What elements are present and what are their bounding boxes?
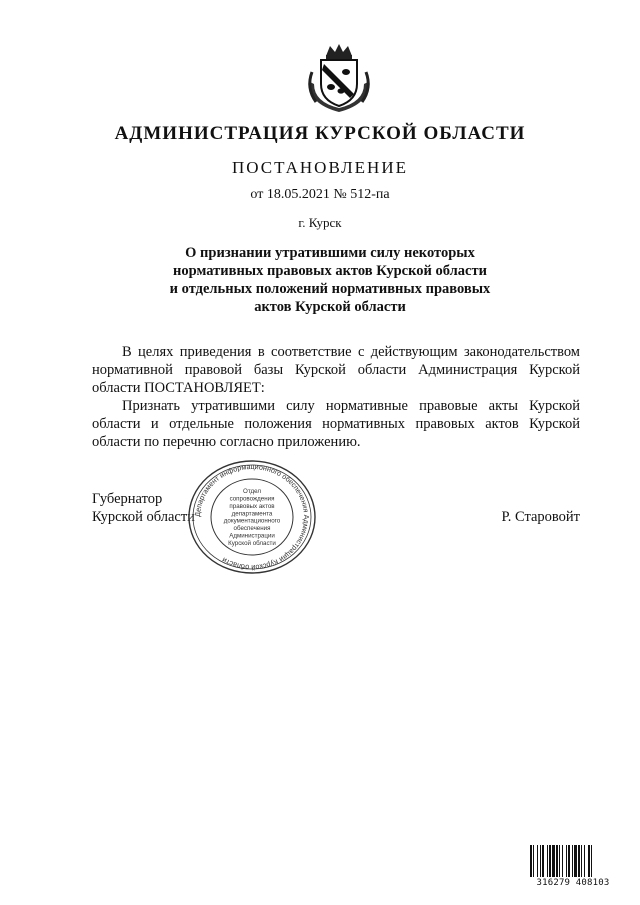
barcode-bar xyxy=(559,845,560,877)
body-paragraph: Признать утратившими силу нормативные правовые акты Курской области и отдельные положения нормативных правовых актов Курской области по перечню согласно приложению. xyxy=(92,398,580,450)
body-paragraph: В целях приведения в соответствие с действующим законодательством нормативной правовой базы Курской области Администрация Курской области ПОСТАНОВЛЯЕТ: xyxy=(92,344,580,396)
barcode-bar xyxy=(568,845,570,877)
stamp-center-line: сопровождения xyxy=(229,495,275,503)
barcode-bar xyxy=(588,845,590,877)
barcode-bar xyxy=(591,845,592,877)
stamp-ring-text: Департамент информационного обеспечения Администрации Курской области xyxy=(192,461,312,573)
stamp-center-line: Отдел xyxy=(243,488,261,496)
official-stamp xyxy=(186,458,318,576)
barcode-bar xyxy=(537,845,538,877)
barcode-bar xyxy=(533,845,534,877)
signer-title-line: Губернатор xyxy=(92,491,163,507)
barcode-bar xyxy=(542,845,544,877)
barcode-bar xyxy=(574,845,577,877)
document-type: ПОСТАНОВЛЕНИЕ xyxy=(231,158,408,177)
document-subject xyxy=(120,244,540,316)
barcode-icon xyxy=(530,845,616,877)
barcode xyxy=(530,845,616,891)
signer-title-line: Курской области xyxy=(92,509,195,525)
signer-title xyxy=(92,490,195,526)
document-city: г. Курск xyxy=(298,215,342,230)
subject-line: нормативных правовых актов Курской области xyxy=(173,263,487,279)
subject-line: актов Курской области xyxy=(254,299,406,315)
barcode-bar xyxy=(584,845,585,877)
stamp-center-line: департамента xyxy=(231,510,273,518)
barcode-bar xyxy=(578,845,580,877)
stamp-center-line: правовых актов xyxy=(229,502,275,510)
stamp-center-line: обеспечения xyxy=(233,525,271,533)
organization-title: АДМИНИСТРАЦИЯ КУРСКОЙ ОБЛАСТИ xyxy=(114,123,526,144)
stamp-center-line: Курской области xyxy=(228,539,276,547)
barcode-bar xyxy=(562,845,563,877)
signer-name: Р. Старовойт xyxy=(501,509,580,525)
barcode-bar xyxy=(540,845,541,877)
barcode-bar xyxy=(547,845,548,877)
subject-line: О признании утратившими силу некоторых xyxy=(185,245,475,261)
coat-of-arms-icon xyxy=(304,42,374,114)
stamp-center-line: документационного xyxy=(223,517,281,525)
barcode-bar xyxy=(556,845,558,877)
stamp-center-line: Администрации xyxy=(229,532,275,540)
document-body xyxy=(92,343,580,451)
barcode-number: 316279 408103 xyxy=(536,878,610,888)
barcode-bar xyxy=(581,845,582,877)
document-date-number: от 18.05.2021 № 512-па xyxy=(250,187,390,202)
stamp-icon xyxy=(186,458,318,576)
barcode-bar xyxy=(549,845,551,877)
barcode-bar xyxy=(530,845,532,877)
barcode-bar xyxy=(572,845,573,877)
barcode-bar xyxy=(566,845,567,877)
barcode-bar xyxy=(552,845,555,877)
subject-line: и отдельных положений нормативных правовых xyxy=(169,281,491,297)
